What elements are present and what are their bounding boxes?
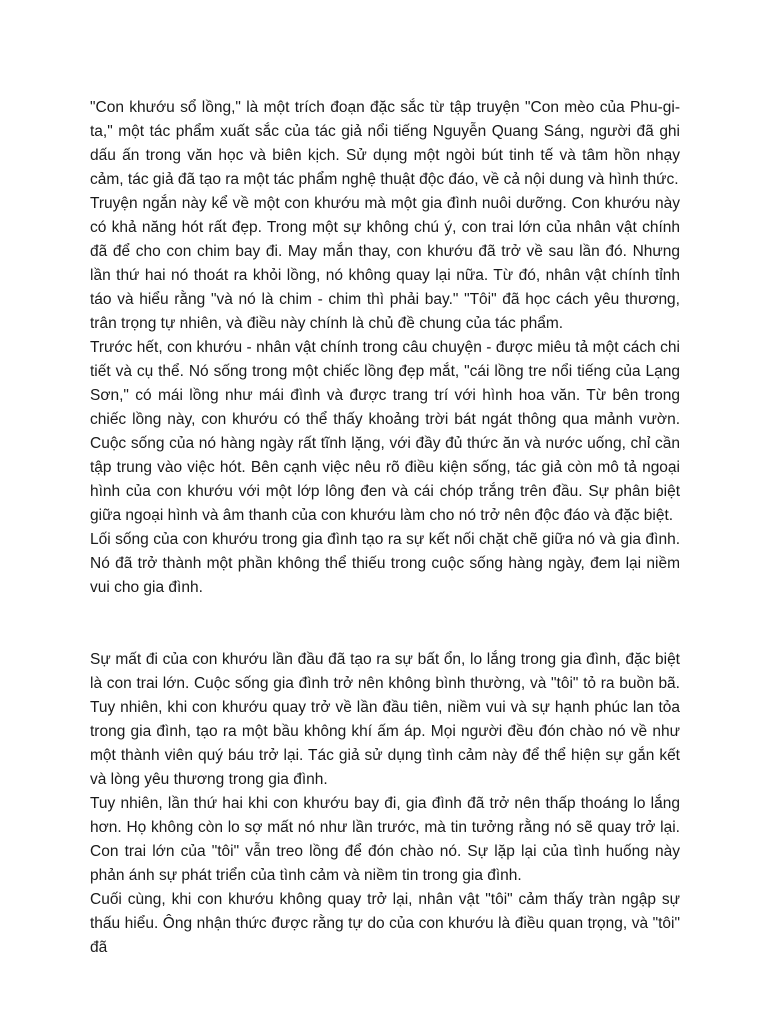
paragraph-spacer xyxy=(90,624,680,648)
document-page xyxy=(90,96,680,960)
paragraph-summary: Truyện ngắn này kể về một con khướu mà một gia đình nuôi dưỡng. Con khướu này có khả năng hót rất đẹp. Trong một sự không chú ý, con trai lớn của nhân vật chính đã để cho con chim bay đi. May mắn thay, con khướu đã trở về sau lần đó. Nhưng lần thứ hai nó thoát ra khỏi lồng, nó không quay lại nữa. Từ đó, nhân vật chính tỉnh táo và hiểu rằng "và nó là chim - chim thì phải bay." "Tôi" đã học cách yêu thương, trân trọng tự nhiên, và điều này chính là chủ đề chung của tác phẩm. xyxy=(90,195,680,332)
paragraph-spacer xyxy=(90,600,680,624)
paragraph-second-flight: Tuy nhiên, lần thứ hai khi con khướu bay đi, gia đình đã trở nên thấp thoáng lo lắng hơn. Họ không còn lo sợ mất nó như lần trước, mà tin tưởng rằng nó sẽ quay trở lại. Con trai lớn của "tôi" vẫn treo lồng để đón chào nó. Sự lặp lại của tình huống này phản ánh sự phát triển của tình cảm và niềm tin trong gia đình. xyxy=(90,795,680,884)
paragraph-first-loss: Sự mất đi của con khướu lần đầu đã tạo ra sự bất ổn, lo lắng trong gia đình, đặc biệt là con trai lớn. Cuộc sống gia đình trở nên không bình thường, và "tôi" tỏ ra buồn bã. Tuy nhiên, khi con khướu quay trở về lần đầu tiên, niềm vui và sự hạnh phúc lan tỏa trong gia đình, tạo ra một bầu không khí ấm áp. Mọi người đều đón chào nó về như một thành viên quý báu trở lại. Tác giả sử dụng tình cảm này để thể hiện sự gắn kết và lòng yêu thương trong gia đình. xyxy=(90,651,680,788)
paragraph-bird-description: Trước hết, con khướu - nhân vật chính trong câu chuyện - được miêu tả một cách chi tiết và cụ thể. Nó sống trong một chiếc lồng đẹp mắt, "cái lồng tre nổi tiếng của Lạng Sơn," có mái lồng như mái đình và được trang trí với hình hoa văn. Từ bên trong chiếc lồng này, con khướu có thể thấy khoảng trời bát ngát thông qua mảnh vườn. Cuộc sống của nó hàng ngày rất tĩnh lặng, với đầy đủ thức ăn và nước uống, chỉ cần tập trung vào việc hót. Bên cạnh việc nêu rõ điều kiện sống, tác giả còn mô tả ngoại hình của con khướu với một lớp lông đen và cái chóp trắng trên đầu. Sự phân biệt giữa ngoại hình và âm thanh của con khướu làm cho nó trở nên độc đáo và đặc biệt. xyxy=(90,339,680,524)
paragraph-introduction: "Con khướu sổ lồng," là một trích đoạn đặc sắc từ tập truyện "Con mèo của Phu-gi-ta," một tác phẩm xuất sắc của tác giả nổi tiếng Nguyễn Quang Sáng, người đã ghi dấu ấn trong văn học và biên kịch. Sử dụng một ngòi bút tinh tế và tâm hồn nhạy cảm, tác giả đã tạo ra một tác phẩm nghệ thuật độc đáo, về cả nội dung và hình thức. xyxy=(90,99,680,188)
paragraph-conclusion: Cuối cùng, khi con khướu không quay trở lại, nhân vật "tôi" cảm thấy tràn ngập sự thấu hiểu. Ông nhận thức được rằng tự do của con khướu là điều quan trọng, và "tôi" đã xyxy=(90,891,680,956)
paragraph-family-connection: Lối sống của con khướu trong gia đình tạo ra sự kết nối chặt chẽ giữa nó và gia đình. Nó đã trở thành một phần không thể thiếu trong cuộc sống hàng ngày, đem lại niềm vui cho gia đình. xyxy=(90,531,680,596)
